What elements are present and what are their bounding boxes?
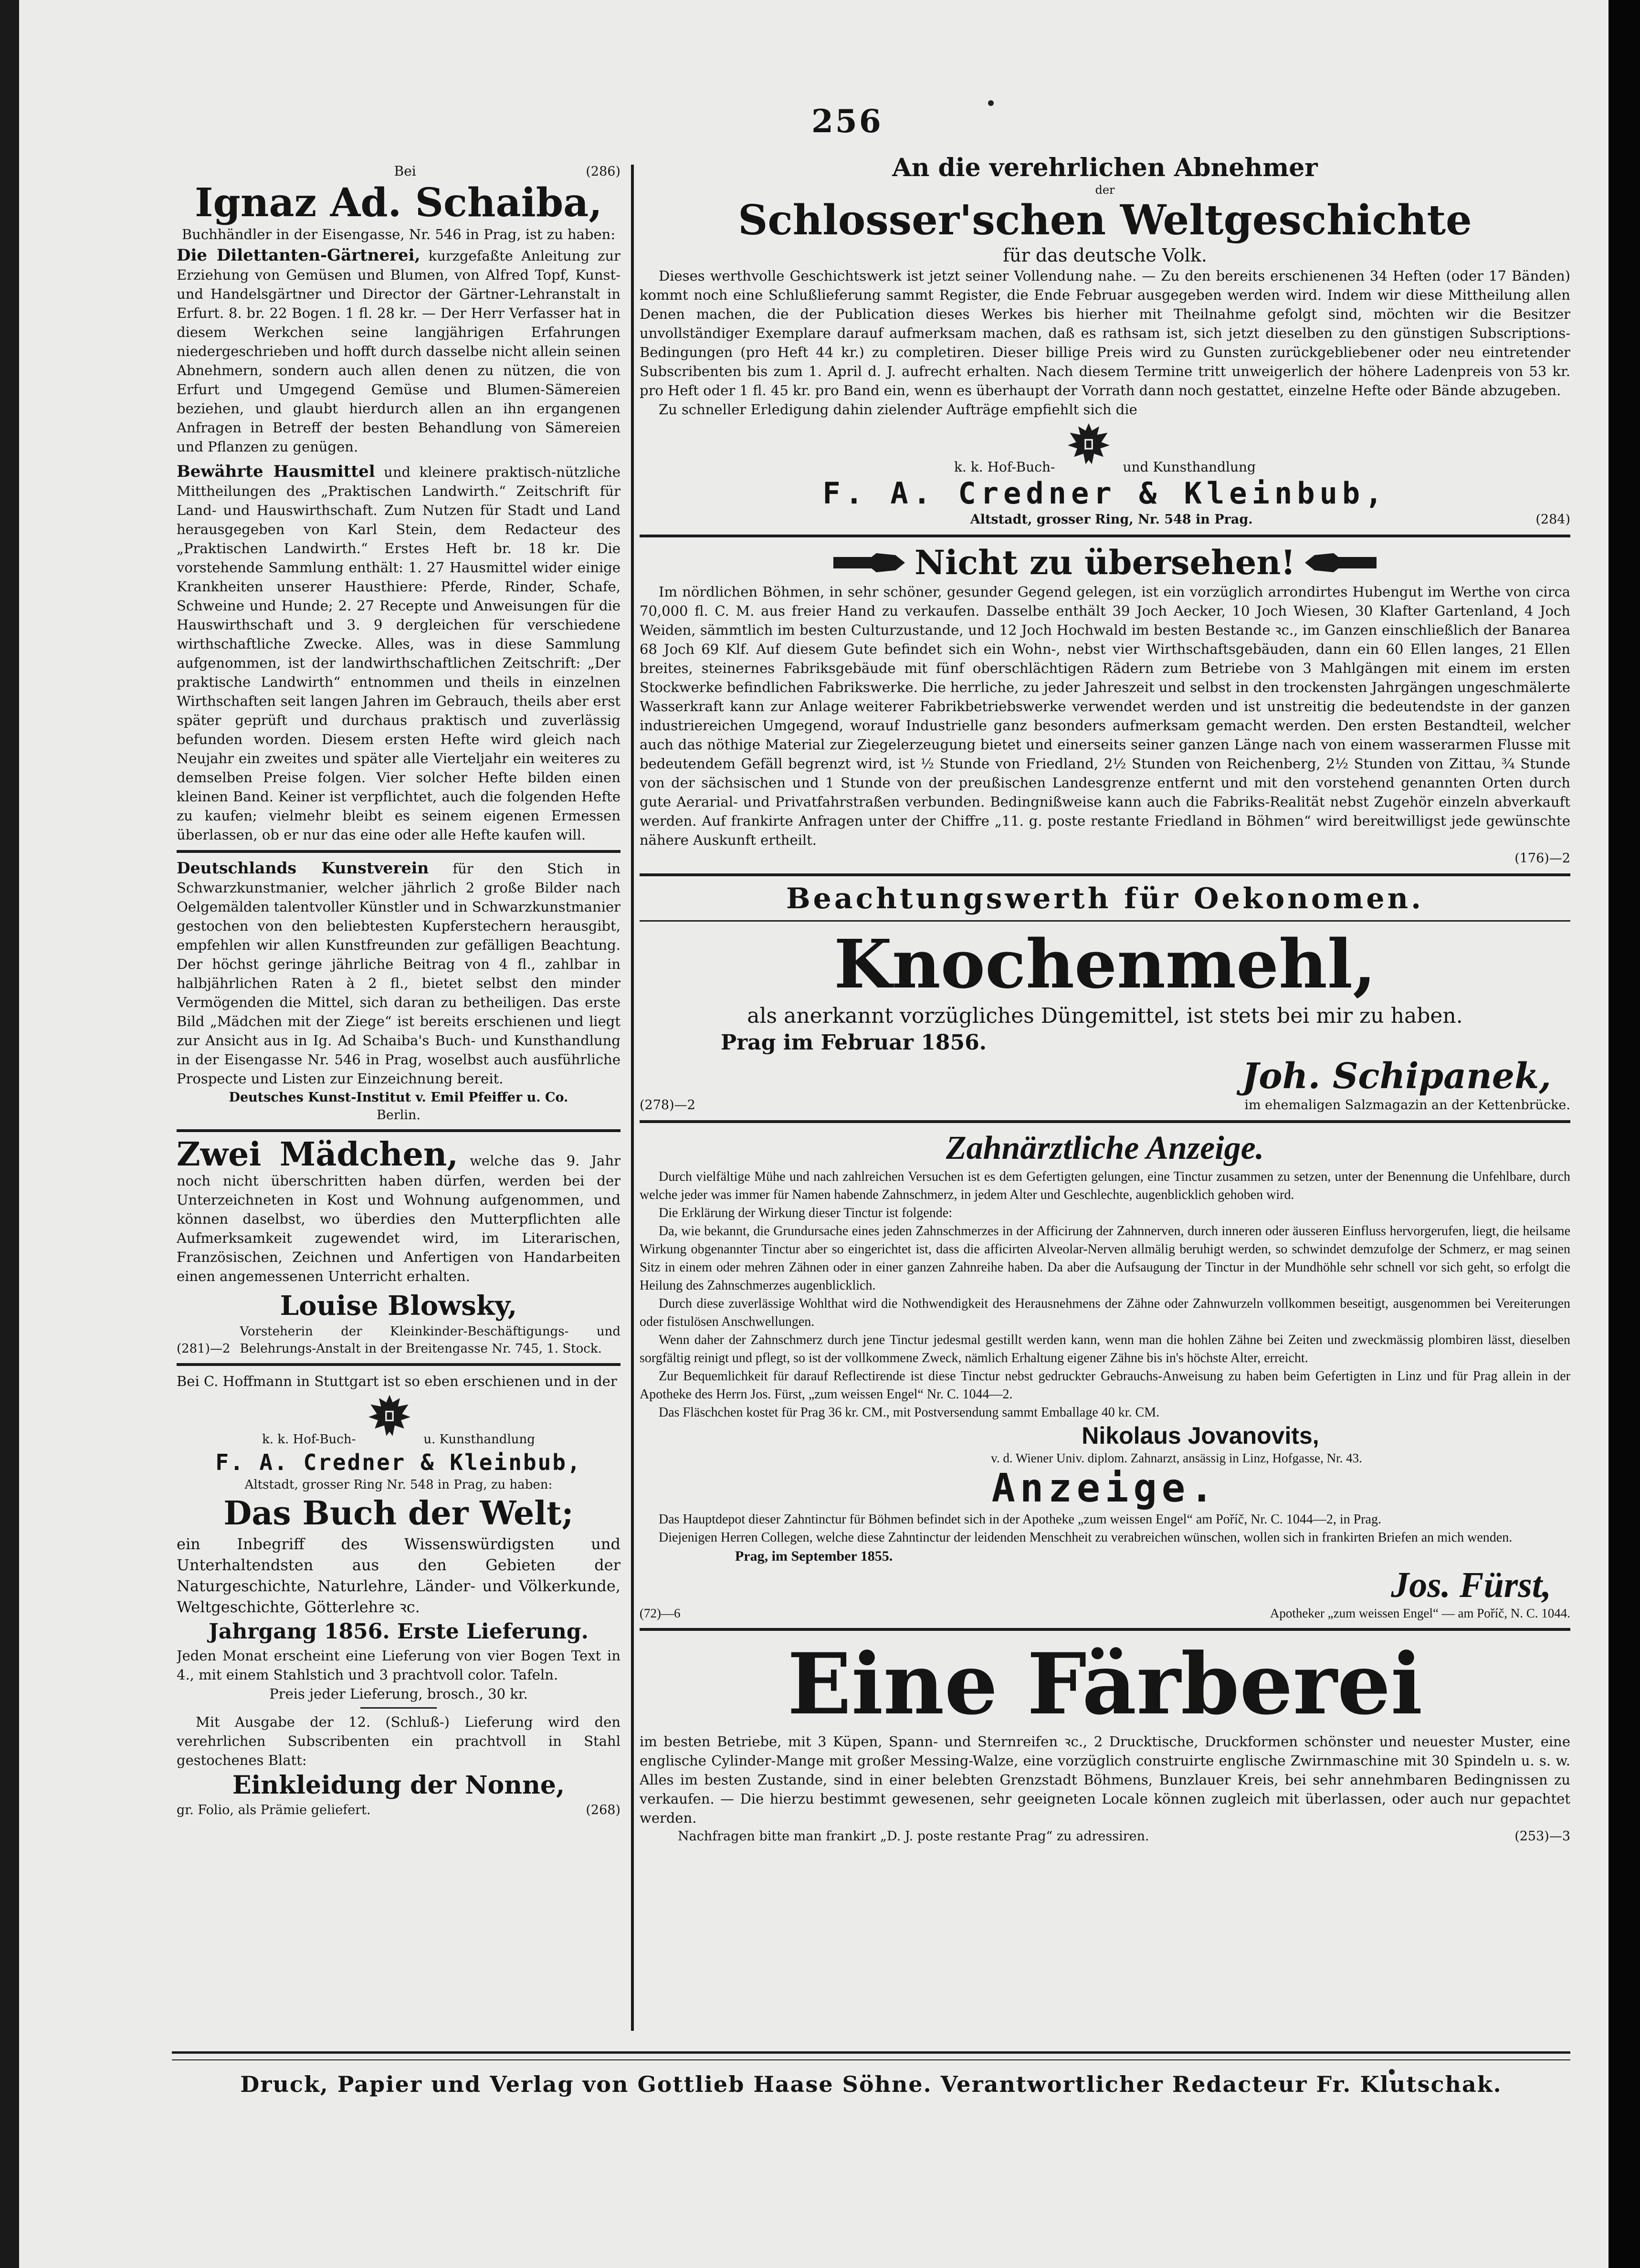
separator (640, 1628, 1570, 1631)
ad-ref: (176)—2 (1514, 851, 1570, 866)
imprint: Druck, Papier und Verlag von Gottlieb Haase Söhne. Verantwortlicher Redacteur Fr. Klutschak. (240, 2071, 1502, 2097)
praemie-note: gr. Folio, als Prämie geliefert. (177, 1803, 371, 1817)
ad-name: Joh. Schipanek, (1242, 1056, 1551, 1097)
ad-text: Diejenigen Herren Collegen, welche diese Zahntinctur der leidenden Menschheit zu verabreichen wünschen, wollen sich in frankirten Briefen an mich wenden. (659, 1530, 1513, 1545)
scan-right-edge (1608, 0, 1640, 2268)
shop-label: k. k. Hof-Buch- (954, 459, 1055, 475)
ad-name: Ignaz Ad. Schaiba, (195, 180, 602, 226)
ad-text: Im nördlichen Böhmen, in sehr schöner, gesunder Gegend gelegen, ist ein vorzüglich arrondirtes Hubengut im Werthe von circa 70,000 fl. C. M. aus freier Hand zu verkaufen. Dasselbe enthält 39 Joch Aecker, 10 Joch Wiesen, 30 Klafter Gartenland, 4 Joch Weiden, sämmtlich im besten Culturzustande, und 12 Joch Hochwald im besten Bestande ꝛc., im Ganzen einschließlich der Banarea 68 Joch 69 Klf. Auf diesem Gute befindet sich ein Wohn-, nebst vier Wirthschaftsgebäuden, dann ein 60 Ellen langes, 21 Ellen breites, steinernes Fabriksgebäude mit fünf oberschlächtigen Rädern zum Betriebe von 3 Mahlgängen mit einem im ersten Stockwerke befindlichen Fabrikswerke. Die herrliche, zu jeder Jahreszeit und selbst in den trockensten Jahrgängen ungeschmälerte Wasserkraft kann zur Anlage weiterer Fabrikbetriebswerke verwendet werden und ist unstreitig die bedeutendste in der ganzen industriereichen Umgegend, worauf Industrielle ganz besonders aufmerksam gemacht werden. Den ersten Bestandteil, welcher auch das nöthige Material zur Ziegelerzeugung bietet und einerseits seiner ganzen Länge nach von einem wasserarmen Flusse mit bedeutendem Gefäll begrenzt wird, ist ½ Stunde von Friedland, 2½ Stunden von Reichenberg, 2½ Stunden von Zittau, ¾ Stunde von der sächsischen und 1 Stunde von der preußischen Landesgrenze entfernt und mit den vorstehend genannten Orten durch gute Aerarial- und Privatfahrstraßen verbunden. Bedingnißweise kann auch die Fabriks-Realität nebst Zugehör einzeln abverkauft werden. Auf frankirte Anfragen unter der Chiffre „11. g. poste restante Friedland in Böhmen“ wird bereitwilligst jede gewünschte nähere Auskunft ertheilt. (640, 584, 1570, 848)
shop-label: u. Kunsthandlung (423, 1432, 535, 1447)
shop-label: und Kunsthandlung (1123, 459, 1256, 475)
ad-text: im besten Betriebe, mit 3 Küpen, Spann- und Sternreifen ꝛc., 2 Drucktische, Druckformen schönster und neuester Muster, eine englische Cylinder-Mange mit großer Messing-Walze, eine vorzüglich construirte englische Zwirnmaschine mit 30 Spindeln u. s. w. Alles im besten Zustande, sind in einer belebten Grenzstadt Böhmens, Bunzlauer Kreis, bei sehr annehmbaren Bedingnissen zu verkaufen. — Die hierzu bestimmt gewesenen, sehr geeigneten Locale können zugleich mit überlassen, oder auch nur gepachtet werden. (640, 1733, 1570, 1826)
ad-info: Vorsteherin der Kleinkinder-Beschäftigungs- und Belehrungs-Anstalt in der Breitengasse Nr. 745, 1. Stock. (240, 1324, 620, 1356)
shop-label: k. k. Hof-Buch- (262, 1432, 356, 1447)
left-column (177, 162, 620, 2028)
ad-title: Knochenmehl, (834, 925, 1376, 1004)
column-divider (631, 165, 634, 2031)
separator (177, 850, 620, 853)
ad-ref: (72)—6 (640, 1606, 681, 1620)
ad-text: Das Fläschchen kostet für Prag 36 kr. CM., mit Postversendung sammt Emballage 40 kr. CM. (659, 1405, 1160, 1420)
price: Preis jeder Lieferung, brosch., 30 kr. (269, 1686, 528, 1702)
ad-city: Berlin. (377, 1108, 421, 1123)
right-column (640, 153, 1570, 2028)
ad-faerberei (640, 1637, 1570, 1846)
ad-title: Zahnärztliche Anzeige. (946, 1130, 1264, 1166)
separator (177, 1129, 620, 1132)
ad-zahnaerztliche (640, 1129, 1570, 1467)
ad-name: Jos. Fürst, (1391, 1565, 1551, 1605)
ad-heading: An die verehrlichen Abnehmer (892, 153, 1318, 182)
ad-signature: Nikolaus Jovanovits, (1082, 1422, 1319, 1449)
ad-text: Das Hauptdepot dieser Zahntinctur für Böhmen befindet sich in der Apotheke „zum weissen Engel“ am Poříč, Nr. C. 1044—2, in Prag. (659, 1512, 1381, 1527)
ad-text: Dieses werthvolle Geschichtswerk ist jetzt seiner Vollendung nahe. — Zu den bereits erschienenen 34 Heften (oder 17 Bänden) kommt noch eine Schlußlieferung sammt Register, die Ende Februar ausgegeben werden wird. Indem wir diese Mittheilung allen Denen machen, die der Publication dieses Werkes bis hierher mit Theilnahme gefolgt sind, möchten wir die Besitzer unvollständiger Exemplare darauf aufmerksam machen, daß es rathsam ist, sich jetzt dieselben zu den günstigen Subscriptions-Bedingungen (pro Heft 44 kr.) zu completiren. Dieser billige Preis wird zu Gunsten zurückgebliebener oder neu eintretender Subscribenten bis zum 1. April d. J. aufrecht erhalten. Nach diesem Termine tritt unweigerlich der höhere Ladenpreis von 53 kr. pro Heft oder 1 fl. 45 kr. pro Band ein, wenn es überhaupt der Vorrath dann noch gestattet, einzelne Hefte oder Bände abzugeben. (640, 268, 1570, 399)
firm-address: Altstadt, grosser Ring, Nr. 548 in Prag. (970, 512, 1253, 527)
ad-ref: (253)—3 (1514, 1829, 1570, 1844)
ad-address: im ehemaligen Salzmagazin an der Kettenbrücke. (1244, 1098, 1570, 1113)
page-number: 256 (811, 103, 883, 140)
separator (177, 1363, 620, 1366)
ad-heading: Beachtungswerth für Oekonomen. (786, 882, 1424, 915)
ad-schaiba (177, 162, 620, 844)
ad-ref: (281)—2 (177, 1342, 231, 1356)
ad-intro: Bei C. Hoffmann in Stuttgart ist so eben erschienen und in der (177, 1373, 617, 1389)
ad-date: Prag, im September 1855. (735, 1548, 893, 1564)
separator (640, 1120, 1570, 1123)
ad-nicht-zu-uebersehen (640, 543, 1570, 868)
double-eagle-icon (1062, 419, 1115, 472)
ad-title: Zwei Mädchen, (177, 1135, 459, 1174)
ad-text: Jeden Monat erscheint eine Lieferung von vier Bogen Text in 4., mit einem Stahlstich und 3 prachtvoll color. Tafeln. (177, 1648, 620, 1683)
ad-title: Schlosser'schen Weltgeschichte (738, 196, 1472, 244)
double-eagle-icon (363, 1391, 416, 1443)
ad-anzeige (640, 1467, 1570, 1622)
print-speck (988, 100, 994, 106)
short-rule (360, 1707, 437, 1709)
ad-title: Deutschlands Kunstverein (177, 859, 429, 877)
ad-zwei-maedchen (177, 1135, 620, 1357)
ad-text: Mit Ausgabe der 12. (Schluß-) Lieferung wird den verehrlichen Subscribenten ein prachtvoll in Stahl gestochenes Blatt: (177, 1714, 620, 1768)
ad-buch-der-welt (177, 1372, 620, 1819)
ad-ref: (268) (586, 1803, 620, 1817)
ad-address: Buchhändler in der Eisengasse, Nr. 546 in Prag, ist zu haben: (181, 226, 616, 242)
jahrgang: Jahrgang 1856. Erste Lieferung. (209, 1619, 589, 1644)
ad-name: Louise Blowsky, (280, 1290, 517, 1322)
ad-text: welche das 9. Jahr noch nicht überschritten haben dürfen, werden bei der Unterzeichneten in Kost und Wohnung aufgenommen, und können daselbst, wo überdies den Mutterpflichten alle Aufmerksamkeit zugewendet wird, im Literarischen, Französischen, Zeichnen und Anfertigen von Handarbeiten einen angemessenen Unterricht erhalten. (177, 1153, 620, 1284)
pointing-hand-right-icon (833, 548, 905, 577)
ad-date: Prag im Februar 1856. (721, 1030, 987, 1055)
ad-text: Nachfragen bitte man frankirt „D. J. poste restante Prag“ zu adressiren. (678, 1829, 1149, 1844)
ad-schlosser (640, 153, 1570, 529)
book-text: und kleinere praktisch-nützliche Mittheilungen des „Praktischen Landwirth.“ Zeitschrift für Land- und Hauswirthschaft. Zum Nutzen für Stadt und Land herausgegeben von Karl Stein, dem Redacteur des „Praktischen Landwirth.“ Erstes Heft br. 18 kr. Die vorstehende Sammlung enthält: 1. 27 Hausmittel wider einige Krankheiten unserer Hausthiere: Pferde, Rinder, Schafe, Schweine und Hunde; 2. 27 Recepte und Anweisungen für die Hauswirthschaft und 3. 9 dergleichen für verschiedene wirthschaftliche Zwecke. Alles, was in diese Sammlung aufgenommen, ist der landwirthschaftlichen Zeitschrift: „Der praktische Landwirth“ entnommen und theils in einzelnen Wirthschaften seit langen Jahren im Gebrauch, theils aber erst später geprüft und durchaus praktisch und zuverlässig befunden worden. Diesem ersten Hefte wird gleich nach Neujahr ein zweites und später alle Vierteljahr ein weiteres zu demselben Preise folgen. Vier solcher Hefte bilden einen kleinen Band. Keiner ist verpflichtet, auch die folgenden Hefte zu kaufen; vielmehr bleibt es seinem eigenen Ermessen überlassen, ob er nur das eine oder alle Hefte kaufen will. (177, 464, 620, 843)
separator (640, 535, 1570, 537)
ad-kunstverein (177, 859, 620, 1124)
ad-ref: (286) (586, 164, 620, 179)
ad-signature: Deutsches Kunst-Institut v. Emil Pfeiffer u. Co. (229, 1090, 568, 1105)
ad-text: Zur Bequemlichkeit für darauf Reflectirende ist diese Tinctur nebst gedruckter Gebrauchs-Anweisung zu haben beim Gefertigten in Linz und für Prag allein in der Apotheke des Herrn Jos. Fürst, „zum weissen Engel“ Nr. C. 1044—2. (640, 1369, 1570, 1402)
ad-text: Wenn daher der Zahnschmerz durch jene Tinctur jedesmal gestillt werden kann, wenn man die hohlen Zähne bei Zeiten und zweckmässig plombiren lässt, dieselben sorgfältig reinigt und pflegt, so ist der vollkommene Zweck, nämlich Erhaltung eigener Zähne bis in's höchste Alter, erreicht. (640, 1333, 1570, 1365)
ad-title: Nicht zu übersehen! (914, 543, 1296, 582)
praemie-title: Einkleidung der Nonne, (232, 1771, 565, 1800)
firm-name: F. A. Credner & Kleinbub, (822, 476, 1388, 511)
ad-text: Durch diese zuverlässige Wohlthat wird die Nothwendigkeit des Herausnehmens der Zähne oder Zahnwurzeln vollkommen beseitigt, ausgenommen bei Vereiterungen oder fistulösen Anschwellungen. (640, 1296, 1570, 1329)
ad-knochenmehl (640, 882, 1570, 1114)
ad-text: Die Erklärung der Wirkung dieser Tinctur ist folgende: (659, 1206, 953, 1220)
ad-address: Apotheker „zum weissen Engel“ — am Poříč, N. C. 1044. (1270, 1606, 1570, 1620)
ad-signature-info: v. d. Wiener Univ. diplom. Zahnarzt, ansässig in Linz, Hofgasse, Nr. 43. (991, 1451, 1362, 1465)
book-title: Das Buch der Welt; (223, 1494, 574, 1533)
book-title: Die Dilettanten-Gärtnerei, (177, 246, 421, 265)
ad-title: Anzeige. (991, 1466, 1219, 1511)
scan-left-edge (0, 0, 19, 2268)
ad-ref: (278)—2 (640, 1098, 695, 1113)
firm-address: Altstadt, grosser Ring Nr. 548 in Prag, zu haben: (244, 1478, 553, 1492)
book-title: Bewährte Hausmittel (177, 462, 375, 481)
separator (640, 920, 1570, 922)
ad-text: als anerkannt vorzügliches Düngemittel, ist stets bei mir zu haben. (747, 1004, 1463, 1028)
footer-rule (172, 2051, 1570, 2060)
ad-text: Da, wie bekannt, die Grundursache eines jeden Zahnschmerzes in der Afficirung der Zahnnerven, durch inneren oder äusseren Einfluss hervorgerufen, liegt, die heilsame Wirkung obgenannter Tinctur aber so eingerichtet ist, dass die afficirten Alveolar-Nerven allmälig beruhigt werden, so schwindet demzufolge der Schmerz, er mag seinen Sitz in einem oder mehren Zähnen oder in einer ganzen Zahnreihe haben. Da aber die Aufsaugung der Tinctur in der Mundhöhle sehr schnell vor sich geht, so erfolgt die Heilung des Zahnschmerzes augenblicklich. (640, 1224, 1570, 1293)
ad-title: Eine Färberei (787, 1635, 1423, 1733)
book-text: kurzgefaßte Anleitung zur Erziehung von Gemüsen und Blumen, von Alfred Topf, Kunst- und Handelsgärtner und Director der Gärtner-Lehranstalt in Erfurt. 8. br. 22 Bogen. 1 fl. 28 kr. — Der Herr Verfasser hat in diesem Werkchen seine langjährigen Erfahrungen niedergeschrieben und hofft durch dasselbe nicht allein seinen Abnehmern, sondern auch allen denen zu nützen, die von Erfurt und Umgegend Gemüse und Blumen-Sämereien beziehen, und glaubt hierdurch allen an ihn ergangenen Anfragen in Betreff der besten Behandlung von Sämereien und Pflanzen zu genügen. (177, 248, 620, 455)
ad-intro: Bei (394, 163, 416, 179)
book-desc: ein Inbegriff des Wissenswürdigsten und Unterhaltendsten aus den Gebieten der Naturgeschichte, Naturlehre, Länder- und Völkerkunde, Weltgeschichte, Götterlehre ꝛc. (177, 1535, 620, 1616)
ad-text: für den Stich in Schwarzkunstmanier, welcher jährlich 2 große Bilder nach Oelgemälden talentvoller Künstler und in Schwarzkunstmanier gestochen von den beliebtesten Kupferstechern herausgibt, empfehlen wir allen Kunstfreunden zur gefälligen Beachtung. Der höchst geringe jährliche Beitrag von 4 fl., zahlbar in halbjährlichen Raten à 2 fl., bietet selbst den minder Vermögenden die Mittel, sich daran zu betheiligen. Das erste Bild „Mädchen mit der Ziege“ ist bereits erschienen und liegt zur Ansicht aus in Ig. Ad Schaiba's Buch- und Kunsthandlung in der Eisengasse Nr. 546 in Prag, woselbst auch ausführliche Prospecte und Listen zur Einzeichnung bereit. (177, 861, 620, 1087)
ad-text: Zu schneller Erledigung dahin zielender Aufträge empfiehlt sich die (659, 401, 1137, 418)
ad-ref: (284) (1535, 512, 1570, 527)
newspaper-page (19, 0, 1608, 2268)
ad-subtitle: für das deutsche Volk. (1003, 245, 1207, 266)
pointing-hand-left-icon (1305, 548, 1377, 577)
ad-heading: der (1095, 183, 1115, 197)
separator (640, 873, 1570, 876)
firm-name: F. A. Credner & Kleinbub, (215, 1449, 582, 1475)
ad-text: Durch vielfältige Mühe und nach zahlreichen Versuchen ist es dem Gefertigten gelungen, eine Tinctur zusammen zu setzen, unter der Benennung die Unfehlbare, durch welche jeder was immer für Namen habende Zahnschmerz, in jedem Alter und Geschlechte, augenblicklich gehoben wird. (640, 1169, 1570, 1202)
